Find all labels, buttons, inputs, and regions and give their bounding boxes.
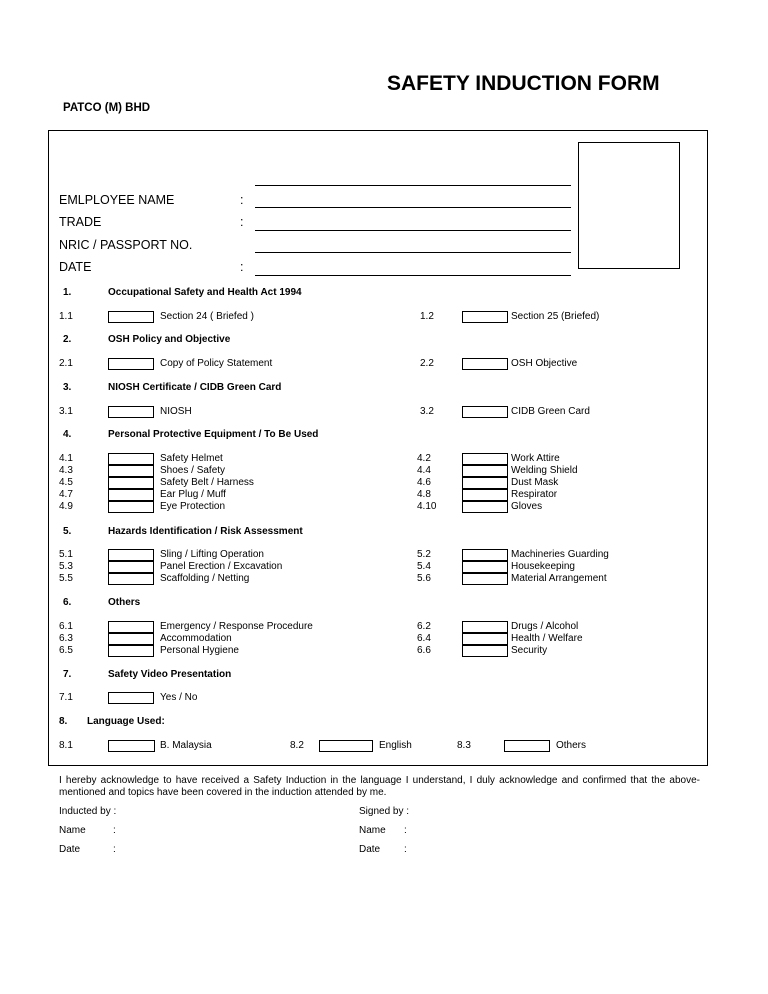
nric-passport-label: NRIC / PASSPORT NO.: [59, 238, 193, 252]
item-label: Section 24 ( Briefed ): [160, 311, 254, 322]
item-label: Sling / Lifting Operation: [160, 549, 264, 560]
item-label: Copy of Policy Statement: [160, 358, 273, 369]
item-label: Accommodation: [160, 633, 232, 644]
inducted-date-label: Date: [59, 844, 81, 855]
item-number: 4.9: [59, 501, 73, 512]
item-label: Security: [511, 645, 548, 656]
item-label: Eye Protection: [160, 501, 226, 512]
item-label: Panel Erection / Excavation: [160, 561, 283, 572]
item-number: 1.1: [59, 311, 73, 322]
item-number: 5.5: [59, 573, 73, 584]
item-number: 3.1: [59, 406, 73, 417]
checkbox-5-6[interactable]: [462, 573, 508, 585]
item-number: 2.1: [59, 358, 73, 369]
checkbox-4-4[interactable]: [462, 465, 508, 477]
item-label: OSH Objective: [511, 358, 578, 369]
checkbox-5-2[interactable]: [462, 549, 508, 561]
item-label: Work Attire: [511, 453, 560, 464]
item-number: 6.2: [417, 621, 431, 632]
item-number: 4.2: [417, 453, 431, 464]
item-number: 3.2: [420, 406, 434, 417]
signed-name-colon: :: [404, 825, 407, 836]
section-title: Hazards Identification / Risk Assessment: [108, 526, 303, 537]
inducted-name-label: Name: [59, 825, 86, 836]
section-number: 6.: [63, 597, 72, 608]
checkbox-4-5[interactable]: [108, 477, 154, 489]
item-label: Machineries Guarding: [511, 549, 609, 560]
item-label: Yes / No: [160, 692, 198, 703]
checkbox-4-3[interactable]: [108, 465, 154, 477]
top-blank-line[interactable]: [255, 185, 571, 186]
signed-name-label: Name: [359, 825, 386, 836]
date-colon: :: [240, 260, 244, 274]
item-number: 4.1: [59, 453, 73, 464]
section-title: NIOSH Certificate / CIDB Green Card: [108, 382, 282, 393]
checkbox-4-9[interactable]: [108, 501, 154, 513]
item-label: Personal Hygiene: [160, 645, 239, 656]
section-number: 5.: [63, 526, 72, 537]
section-number: 7.: [63, 669, 72, 680]
item-label: Safety Helmet: [160, 453, 223, 464]
item-number: 4.8: [417, 489, 431, 500]
date-field[interactable]: [255, 275, 571, 276]
item-number: 5.4: [417, 561, 431, 572]
checkbox-8-2[interactable]: [319, 740, 373, 752]
item-label: Gloves: [511, 501, 543, 512]
item-label: Material Arrangement: [511, 573, 607, 584]
checkbox-6-6[interactable]: [462, 645, 508, 657]
checkbox-4-6[interactable]: [462, 477, 508, 489]
inducted-name-colon: :: [113, 825, 116, 836]
checkbox-3-2[interactable]: [462, 406, 508, 418]
checkbox-2-2[interactable]: [462, 358, 508, 370]
item-number: 4.6: [417, 477, 431, 488]
checkbox-6-4[interactable]: [462, 633, 508, 645]
item-number: 5.3: [59, 561, 73, 572]
date-label: DATE: [59, 260, 92, 274]
checkbox-5-3[interactable]: [108, 561, 154, 573]
checkbox-6-1[interactable]: [108, 621, 154, 633]
item-number: 4.10: [417, 501, 437, 512]
item-label: Safety Belt / Harness: [160, 477, 254, 488]
item-number: 7.1: [59, 692, 73, 703]
checkbox-4-2[interactable]: [462, 453, 508, 465]
form-title: SAFETY INDUCTION FORM: [387, 72, 660, 95]
item-label: Others: [556, 740, 587, 751]
section-title: Others: [108, 597, 141, 608]
item-label: Dust Mask: [511, 477, 559, 488]
trade-field[interactable]: [255, 230, 571, 231]
checkbox-4-7[interactable]: [108, 489, 154, 501]
item-number: 5.6: [417, 573, 431, 584]
item-number: 5.1: [59, 549, 73, 560]
section-number: 2.: [63, 334, 72, 345]
checkbox-4-10[interactable]: [462, 501, 508, 513]
acknowledgement-text: I hereby acknowledge to have received a Safety Induction in the language I understand, I duly acknowledge and confirmed that the above-mentioned and topics have been covered in the induction attended by me.: [59, 775, 700, 798]
signed-date-label: Date: [359, 844, 381, 855]
trade-colon: :: [240, 215, 244, 229]
item-label: Ear Plug / Muff: [160, 489, 226, 500]
checkbox-5-4[interactable]: [462, 561, 508, 573]
item-number: 4.3: [59, 465, 73, 476]
signed-date-colon: :: [404, 844, 407, 855]
company-name: PATCO (M) BHD: [63, 102, 151, 114]
checkbox-3-1[interactable]: [108, 406, 154, 418]
item-label: Section 25 (Briefed): [511, 311, 600, 322]
item-number: 2.2: [420, 358, 434, 369]
checkbox-5-1[interactable]: [108, 549, 154, 561]
item-label: Housekeeping: [511, 561, 575, 572]
employee-name-field[interactable]: [255, 207, 571, 208]
section-title: Personal Protective Equipment / To Be Used: [108, 429, 319, 440]
section-number: 1.: [63, 287, 72, 298]
checkbox-1-1[interactable]: [108, 311, 154, 323]
item-number: 4.5: [59, 477, 73, 488]
checkbox-6-3[interactable]: [108, 633, 154, 645]
section-title: Occupational Safety and Health Act 1994: [108, 287, 302, 298]
photo-box[interactable]: [578, 142, 680, 269]
section-number: 4.: [63, 429, 72, 440]
employee-name-label: EMLPLOYEE NAME: [59, 193, 175, 207]
item-number: 6.4: [417, 633, 431, 644]
item-label: CIDB Green Card: [511, 406, 590, 417]
checkbox-2-1[interactable]: [108, 358, 154, 370]
item-number: 6.1: [59, 621, 73, 632]
inducted-by-label: Inducted by :: [59, 806, 117, 817]
checkbox-8-3[interactable]: [504, 740, 550, 752]
item-number: 6.5: [59, 645, 73, 656]
section-number: 3.: [63, 382, 72, 393]
item-number: 8.3: [457, 740, 471, 751]
section-title: Safety Video Presentation: [108, 669, 232, 680]
item-number: 1.2: [420, 311, 434, 322]
item-label: Welding Shield: [511, 465, 578, 476]
section-number: 8.: [59, 716, 68, 727]
checkbox-6-2[interactable]: [462, 621, 508, 633]
employee-name-colon: :: [240, 193, 244, 207]
signed-by-label: Signed by :: [359, 806, 410, 817]
item-label: NIOSH: [160, 406, 192, 417]
checkbox-5-5[interactable]: [108, 573, 154, 585]
checkbox-7-1[interactable]: [108, 692, 154, 704]
item-label: Respirator: [511, 489, 558, 500]
item-number: 6.3: [59, 633, 73, 644]
checkbox-4-8[interactable]: [462, 489, 508, 501]
checkbox-8-1[interactable]: [108, 740, 155, 752]
item-number: 5.2: [417, 549, 431, 560]
item-label: Scaffolding / Netting: [160, 573, 250, 584]
checkbox-1-2[interactable]: [462, 311, 508, 323]
item-number: 4.7: [59, 489, 73, 500]
checkbox-4-1[interactable]: [108, 453, 154, 465]
item-label: Shoes / Safety: [160, 465, 226, 476]
item-label: Health / Welfare: [511, 633, 583, 644]
nric-passport-field[interactable]: [255, 252, 571, 253]
item-number: 4.4: [417, 465, 431, 476]
section-title: OSH Policy and Objective: [108, 334, 231, 345]
trade-label: TRADE: [59, 215, 102, 229]
item-label: B. Malaysia: [160, 740, 212, 751]
inducted-date-colon: :: [113, 844, 116, 855]
item-label: Drugs / Alcohol: [511, 621, 579, 632]
item-number: 8.2: [290, 740, 304, 751]
item-label: Emergency / Response Procedure: [160, 621, 313, 632]
checkbox-6-5[interactable]: [108, 645, 154, 657]
item-number: 8.1: [59, 740, 73, 751]
item-label: English: [379, 740, 412, 751]
item-number: 6.6: [417, 645, 431, 656]
section-title: Language Used:: [87, 716, 165, 727]
